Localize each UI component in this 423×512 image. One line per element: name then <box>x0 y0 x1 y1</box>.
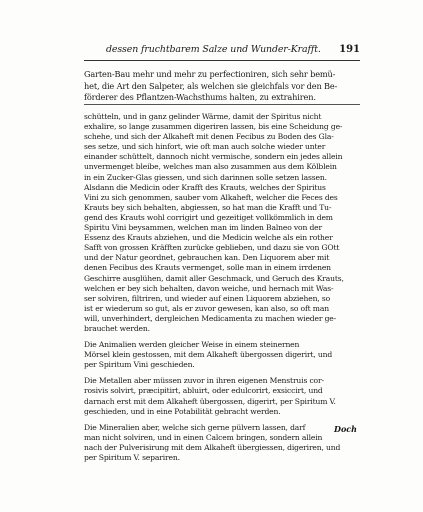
paragraph <box>84 376 354 416</box>
text-line: Krauts bey sich behalten, abgiessen, so hat man die Krafft und Tu- <box>84 202 332 212</box>
text-line: schehe, und sich der Alkaheft mit denen Fecibus zu Boden des Gla- <box>84 132 334 142</box>
text-line: gend des Krauts wohl corrigirt und gezeitiget vollkömmlich in dem <box>84 212 333 222</box>
paragraph <box>84 112 354 334</box>
text-line: in ein Zucker-Glas giessen, und sich darinnen solle setzen lassen. <box>84 172 327 182</box>
text-line: Mörsel klein gestossen, mit dem Alkaheft übergossen digerirt, und <box>84 350 333 360</box>
text-line: welchen er bey sich behalten, davon weiche, und hernach mit Was- <box>84 283 334 293</box>
text-line: will, unverhindert, dergleichen Medicamenta zu machen wieder ge- <box>84 313 337 323</box>
text-line: man nicht solviren, und in einen Calcem bringen, sondern allein <box>84 432 323 442</box>
paragraph <box>84 340 354 370</box>
text-line: denen Fecibus des Krauts vermenget, solle man in einem irrdenen <box>84 263 331 273</box>
body-text <box>84 112 354 463</box>
continuation-line: Garten-Bau mehr und mehr zu perfectioniren, sich sehr bemü- <box>84 69 336 79</box>
text-line: Die Metallen aber müssen zuvor in ihren eigenen Menstruis cor- <box>84 376 324 386</box>
page-number: 191 <box>339 44 360 55</box>
text-line: exhalire, so lange zusammen digeriren lassen, bis eine Scheidung ge- <box>84 122 343 132</box>
text-line: geschieden, und in eine Potabilität gebracht werden. <box>84 406 281 416</box>
running-head: dessen fruchtbarem Salze und Wunder-Krafft. <box>106 44 321 55</box>
text-line: schütteln, und in ganz gelinder Wärme, damit der Spiritus nicht <box>84 112 322 121</box>
paragraph <box>84 423 354 463</box>
text-line: Die Animalien werden gleicher Weise in einem steinernen <box>84 340 300 350</box>
text-line: einander schüttelt, dannoch nicht vermische, sondern ein jedes allein <box>84 152 343 162</box>
section-rule <box>84 104 360 105</box>
text-line: darnach erst mit dem Alkaheft übergossen, digerirt, per Spiritum V. <box>84 396 336 406</box>
text-line: Die Mineralien aber, welche sich gerne pülvern lassen, darf <box>84 422 306 432</box>
text-line: Safft von grossen Kräfften zurücke geblieben, und dazu sie von GOtt <box>84 243 340 253</box>
text-line: ses setze, und sich hinfort, wie oft man auch solche wieder unter <box>84 142 326 152</box>
text-line: unvermenget bleibe, welches man also zusammen aus dem Kölblein <box>84 162 337 172</box>
text-line: brauchet werden. <box>84 323 150 333</box>
page-header <box>84 44 360 60</box>
text-line: und der Natur geordnet, gebrauchen kan. Den Liquorem aber mit <box>84 253 330 263</box>
text-line: Spiritu Vini beysammen, welchen man im linden Balneo von der <box>84 223 323 233</box>
text-line: ser solviren, filtriren, und wieder auf einen Liquorem abziehen, so <box>84 293 331 303</box>
text-line: Alsdann die Medicin oder Krafft des Krauts, welches der Spiritus <box>84 182 326 192</box>
text-line: Essenz des Krauts abziehen, und die Medicin welche als ein rother <box>84 233 333 243</box>
catchword: Doch <box>334 424 357 434</box>
text-line: nach der Pulverisirung mit dem Alkaheft übergiessen, digeriren, und <box>84 442 341 452</box>
text-line: per Spiritum Vini geschieden. <box>84 360 195 370</box>
header-rule <box>84 60 360 61</box>
text-line: ist er wiederum so gut, als er zuvor gewesen, kan also, so oft man <box>84 303 329 313</box>
continuation-line: het, die Art den Salpeter, als welchen sie gleichfals vor den Be- <box>84 80 338 91</box>
text-line: per Spiritum V. separiren. <box>84 453 180 462</box>
continuation-text <box>84 69 360 104</box>
text-line: Vini zu sich genommen, sauber vom Alkaheft, welcher die Feces des <box>84 192 338 202</box>
continuation-line: förderer des Pflantzen-Wachsthums halten, zu extrahiren. <box>84 92 316 102</box>
text-line: Geschirre ausglühen, damit aller Geschmack, und Geruch des Krauts, <box>84 273 344 283</box>
text-line: rosivis solvirt, præcipitirt, abluirt, oder edulcorirt, exsiccirt, und <box>84 386 323 396</box>
